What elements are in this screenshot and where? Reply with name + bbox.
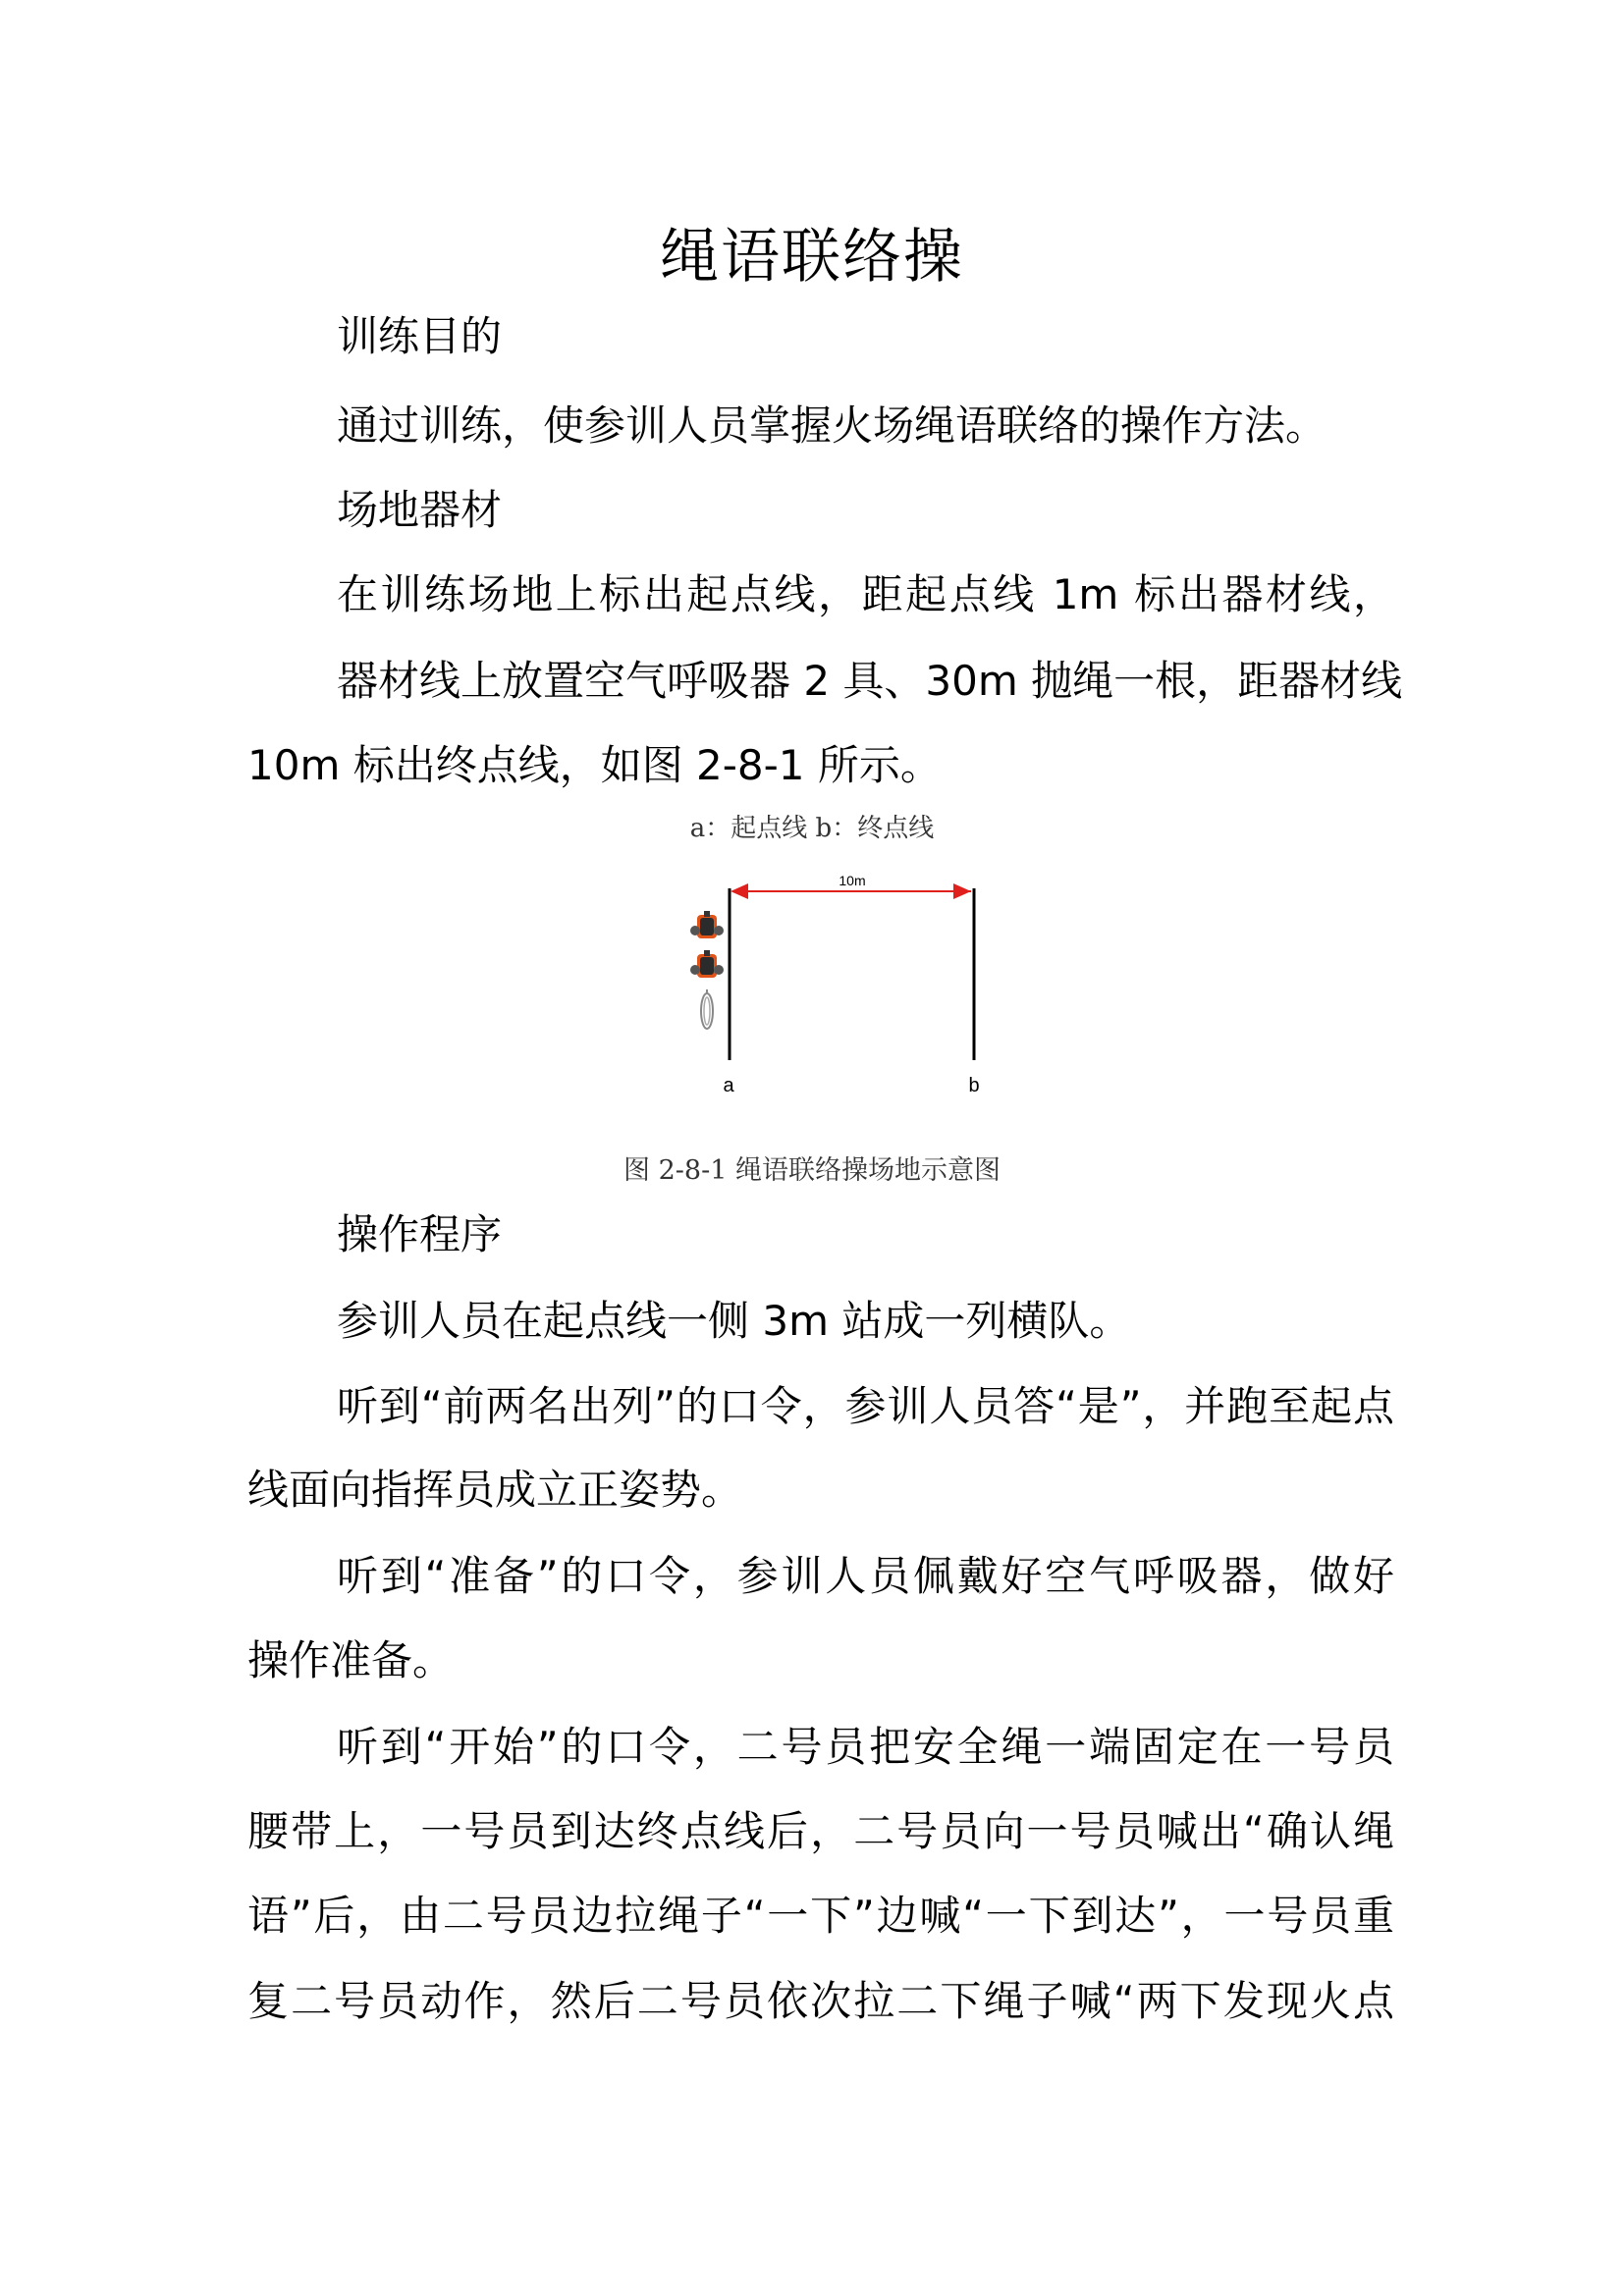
procedure-line-9: 复二号员动作，然后二号员依次拉二下绳子喊“两下发现火点 xyxy=(247,1977,1394,2025)
page-title: 绳语联络操 xyxy=(660,223,964,292)
procedure-line-2: 听到“前两名出列”的口令，参训人员答“是”，并跑至起点 xyxy=(337,1382,1394,1430)
equipment-line-1: 在训练场地上标出起点线，距起点线 1m 标出器材线， xyxy=(337,570,1394,618)
procedure-heading: 操作程序 xyxy=(337,1210,503,1258)
procedure-line-6: 听到“开始”的口令，二号员把安全绳一端固定在一号员 xyxy=(337,1723,1394,1771)
procedure-line-3: 线面向指挥员成立正姿势。 xyxy=(247,1466,743,1514)
procedure-line-1: 参训人员在起点线一侧 3m 站成一列横队。 xyxy=(337,1297,1131,1345)
procedure-line-8: 语”后，由二号员边拉绳子“一下”边喊“一下到达”，一号员重 xyxy=(247,1892,1394,1940)
equipment-line-3: 10m 标出终点线，如图 2-8-1 所示。 xyxy=(247,741,942,789)
distance-label: 10m xyxy=(839,873,866,888)
breathing-apparatus-icon xyxy=(690,950,724,978)
label-a: a xyxy=(723,1075,734,1096)
equipment-heading: 场地器材 xyxy=(337,486,503,534)
breathing-apparatus-icon xyxy=(690,911,724,938)
equipment-line-2: 器材线上放置空气呼吸器 2 具、30m 抛绳一根，距器材线 xyxy=(337,657,1403,705)
rope-coil-icon xyxy=(701,989,713,1029)
procedure-line-4: 听到“准备”的口令，参训人员佩戴好空气呼吸器，做好 xyxy=(337,1552,1394,1600)
procedure-line-7: 腰带上，一号员到达终点线后，二号员向一号员喊出“确认绳 xyxy=(247,1807,1394,1855)
purpose-text: 通过训练，使参训人员掌握火场绳语联络的操作方法。 xyxy=(337,401,1327,450)
procedure-line-5: 操作准备。 xyxy=(247,1636,455,1684)
site-diagram-svg xyxy=(677,864,1011,1109)
site-diagram xyxy=(677,864,1011,1109)
label-b: b xyxy=(968,1075,980,1096)
figure-caption: 图 2-8-1 绳语联络操场地示意图 xyxy=(623,1155,1001,1186)
purpose-heading: 训练目的 xyxy=(337,312,503,360)
figure-legend: a：起点线 b：终点线 xyxy=(689,814,935,843)
